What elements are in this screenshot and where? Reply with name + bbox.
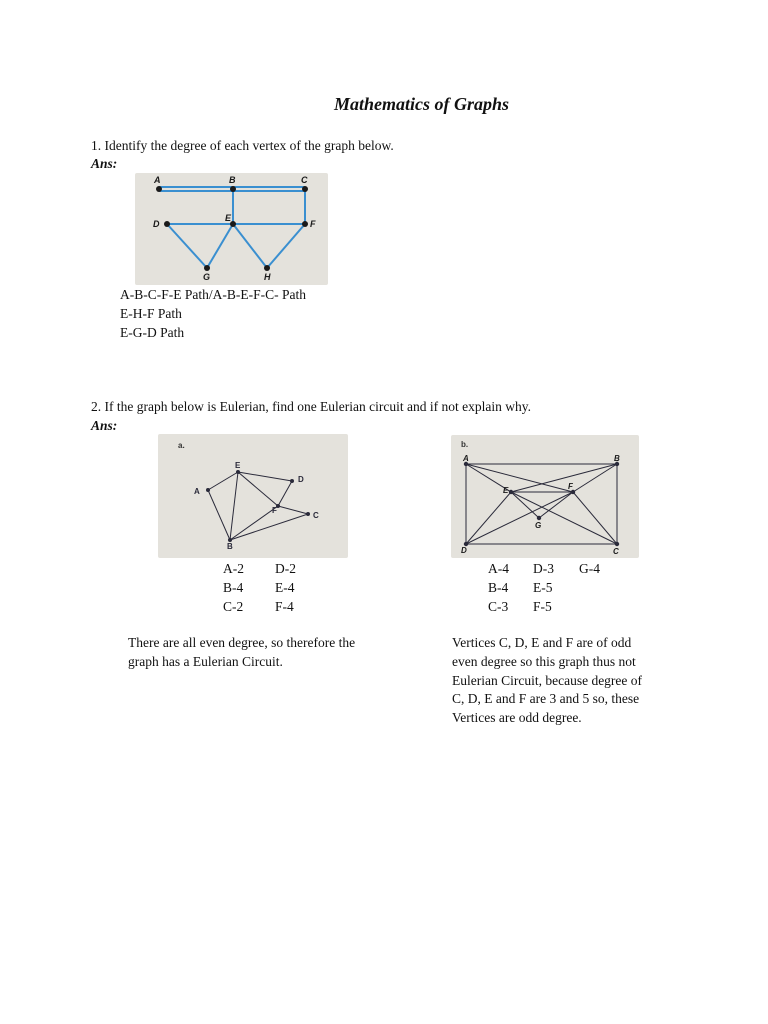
graph-a-degree: F-4: [275, 599, 294, 614]
graph-a-explanation-line: graph has a Eulerian Circuit.: [128, 654, 283, 669]
vertex-g: [204, 265, 210, 271]
graph-b-image: [451, 435, 639, 558]
vertex-c: [306, 512, 310, 516]
label-f: F: [310, 219, 316, 229]
graph-a-degree: D-2: [275, 561, 296, 576]
graph-b-tag: b.: [461, 440, 469, 449]
label-d: D: [461, 546, 467, 555]
vertex-b: [230, 186, 236, 192]
label-c: C: [313, 511, 319, 520]
graph-a-tag: a.: [178, 441, 185, 450]
label-d: D: [153, 219, 160, 229]
label-c: C: [301, 175, 308, 185]
vertex-c: [302, 186, 308, 192]
graph-b-explanation-line: even degree so this graph thus not: [452, 654, 636, 669]
label-a: A: [154, 175, 161, 185]
graph-b-degree: B-4: [488, 580, 509, 595]
label-c: C: [613, 547, 619, 556]
label-a: A: [463, 454, 469, 463]
graph-b-edges: [466, 464, 617, 544]
graph-b-degree: G-4: [579, 561, 600, 576]
edge-g-e: [207, 224, 233, 268]
vertex-e: [509, 490, 513, 494]
graph-a-degree: A-2: [223, 561, 244, 576]
label-b: B: [229, 175, 236, 185]
vertex-a: [206, 488, 210, 492]
question-1: 1. Identify the degree of each vertex of the graph below.: [91, 138, 394, 153]
page-title: Mathematics of Graphs: [333, 94, 510, 114]
q1-answer-line-3: E-G-D Path: [120, 325, 185, 340]
vertex-c: [615, 542, 619, 546]
vertex-a: [156, 186, 162, 192]
graph-a-image: [158, 434, 348, 558]
graph-b-degree: F-5: [533, 599, 552, 614]
q2-ans-label: Ans:: [91, 418, 118, 433]
graph-a-degree: E-4: [275, 580, 295, 595]
q1-answer-line-2: E-H-F Path: [120, 306, 182, 321]
vertex-h: [264, 265, 270, 271]
graph-b-degree: A-4: [488, 561, 509, 576]
label-d: D: [298, 475, 304, 484]
label-b: B: [614, 454, 620, 463]
graph-b-explanation-line: Vertices are odd degree.: [452, 710, 582, 725]
edge-d-g: [167, 224, 207, 268]
q1-ans-label: Ans:: [91, 156, 118, 171]
q1-answer-line-1: A-B-C-F-E Path/A-B-E-F-C- Path: [120, 287, 306, 302]
label-f: F: [568, 482, 573, 491]
label-e: E: [225, 213, 232, 223]
graph-b-explanation-line: C, D, E and F are 3 and 5 so, these: [452, 691, 640, 706]
graph-a-degree: B-4: [223, 580, 244, 595]
edge-e-h: [233, 224, 267, 268]
label-b: B: [227, 542, 233, 551]
vertex-g: [537, 516, 541, 520]
edge-h-f: [267, 224, 305, 268]
label-g: G: [535, 521, 542, 530]
graph-b-degree: E-5: [533, 580, 553, 595]
graph-b-degree: D-3: [533, 561, 554, 576]
graph-a-explanation-line: There are all even degree, so therefore the: [128, 635, 356, 650]
graph-a-degree: C-2: [223, 599, 244, 614]
vertex-e: [236, 470, 240, 474]
vertex-d: [290, 479, 294, 483]
vertex-d: [164, 221, 170, 227]
graph-b-explanation-line: Eulerian Circuit, because degree of: [452, 673, 643, 688]
label-g: G: [203, 272, 211, 282]
vertex-f: [302, 221, 308, 227]
label-a: A: [194, 487, 200, 496]
label-e: E: [503, 486, 509, 495]
question-2: 2. If the graph below is Eulerian, find one Eulerian circuit and if not explain why.: [91, 399, 531, 414]
graph-1-image: [135, 173, 328, 285]
label-f: F: [272, 506, 277, 515]
graph-1-edges: [159, 187, 305, 268]
graph-b-explanation-line: Vertices C, D, E and F are of odd: [452, 635, 632, 650]
label-e: E: [235, 461, 241, 470]
graph-b-degree: C-3: [488, 599, 509, 614]
label-h: H: [264, 272, 271, 282]
